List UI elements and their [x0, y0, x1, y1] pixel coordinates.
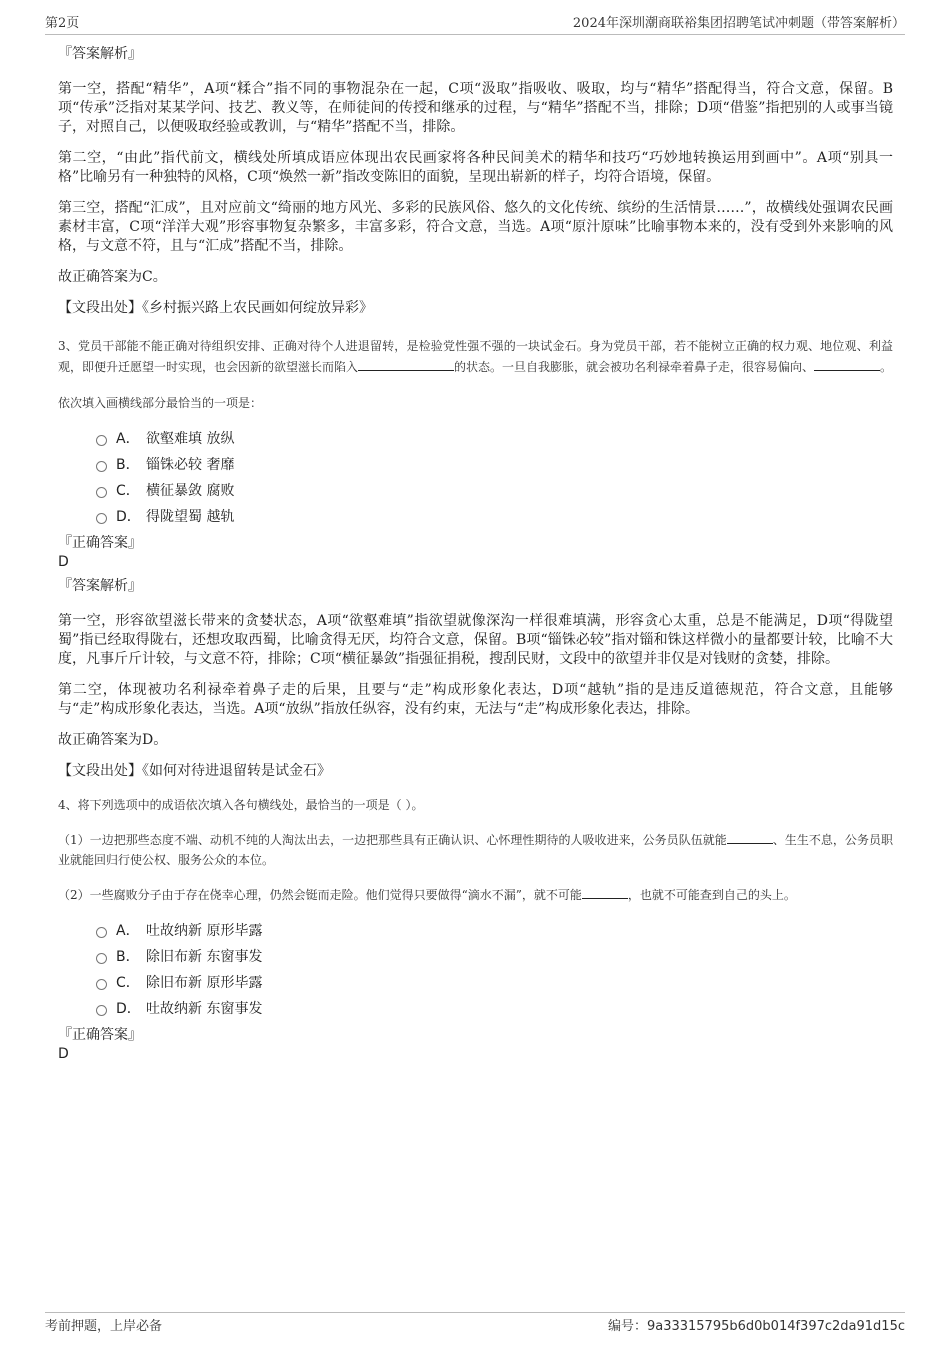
q3-blank-2 — [814, 356, 880, 371]
q4-answer: D — [58, 1046, 69, 1062]
q4-option-b[interactable]: B． 除旧布新 东窗事发 — [96, 943, 893, 969]
page-number: 第2页 — [45, 16, 80, 31]
q2-analysis-label: 『答案解析』 — [58, 46, 142, 62]
radio-icon[interactable] — [96, 979, 107, 990]
q4-sentence-2: （2）一些腐败分子由于存在侥幸心理，仍然会铤而走险。他们觉得只要做得“滴水不漏”，就不可能 ，也就不可能查到自己的头上。 — [58, 884, 893, 905]
radio-icon[interactable] — [96, 953, 107, 964]
q4-blank-2 — [582, 884, 628, 899]
q4-sentence-1: （1）一边把那些态度不端、动机不纯的人淘汰出去，一边把那些具有正确认识、心怀理性期待的人吸收进来，公务员队伍就能 、生生不息，公务员职业就能回归行使公权、服务公众的本位。 — [58, 829, 893, 870]
q4-blank-1 — [727, 829, 773, 844]
q3-analysis-p2: 第二空，体现被功名利禄牵着鼻子走的后果，且要与“走”构成形象化表达，D项“越轨”指的是违反道德规范，符合文意，且能够与“走”构成形象化表达，当选。A项“放纵”指放任纵容，没有约束，无法与“走”构成形象化表达，排除。 — [58, 682, 893, 717]
footer-code-label: 编号： — [607, 1319, 647, 1334]
q4-option-a[interactable]: A． 吐故纳新 原形毕露 — [96, 917, 893, 943]
q3-analysis-label: 『答案解析』 — [58, 578, 142, 594]
q3-answer: D — [58, 554, 69, 570]
footer-code-wrap — [608, 1315, 905, 1334]
q3-option-d[interactable]: D． 得陇望蜀 越轨 — [96, 503, 893, 529]
radio-icon[interactable] — [96, 487, 107, 498]
q2-analysis-p2: 第二空，“由此”指代前文，横线处所填成语应体现出农民画家将各种民间美术的精华和技巧“巧妙地转换运用到画中”。A项“别具一格”比喻另有一种独特的风格，C项“焕然一新”指改变陈旧的面貌，呈现出崭新的样子，均符合语境，保留。 — [58, 150, 893, 185]
q3-option-c[interactable]: C． 横征暴敛 腐败 — [96, 477, 893, 503]
radio-icon[interactable] — [96, 927, 107, 938]
q3-option-a[interactable]: A． 欲壑难填 放纵 — [96, 425, 893, 451]
page-content — [58, 44, 893, 1064]
q4-answer-label: 『正确答案』 — [58, 1027, 142, 1043]
radio-icon[interactable] — [96, 1005, 107, 1016]
q2-analysis-p1: 第一空，搭配“精华”，A项“糅合”指不同的事物混杂在一起，C项“汲取”指吸收、吸取，均与“精华”搭配得当，符合文意，保留。B项“传承”泛指对某某学问、技艺、教义等，在师徒间的传授和继承的过程，与“精华”搭配不当，排除；D项“借鉴”指把别的人或事当镜子，对照自己，以便吸取经验或教训，与“精华”搭配不当，排除。 — [58, 81, 893, 135]
q3-options — [96, 425, 893, 529]
radio-icon[interactable] — [96, 435, 107, 446]
footer-code: 9a33315795b6d0b014f397c2da91d15c — [646, 1319, 905, 1334]
q3-blank-1 — [358, 356, 454, 371]
q3-stem-a: 3、党员干部能不能正确对待组织安排、正确对待个人进退留转，是检验党性强不强的一块试金石。身为党员干部，若不能树立正确的权力观、地位观、利益观，即便升迁愿望一时实现，也会因新的欲望滋长而陷入 — [58, 339, 893, 374]
page-footer — [45, 1312, 905, 1334]
q3-source: 【文段出处】《如何对待进退留转是试金石》 — [58, 763, 331, 779]
q2-analysis-p3: 第三空，搭配“汇成”，且对应前文“绮丽的地方风光、多彩的民族风俗、悠久的文化传统、缤纷的生活情景……”，故横线处强调农民画素材丰富，C项“洋洋大观”形容事物复杂繁多，丰富多彩，符合文意，当选。A项“原汁原味”比喻事物本来的，没有受到外来影响的风格，与文意不符，且与“汇成”搭配不当，排除。 — [58, 200, 893, 254]
q3-analysis-p1: 第一空，形容欲望滋长带来的贪婪状态，A项“欲壑难填”指欲望就像深沟一样很难填满，形容贪心太重，总是不能满足，D项“得陇望蜀”指已经取得陇右，还想攻取西蜀，比喻贪得无厌，均符合文意，保留。B项“锱铢必较”指对锱和铢这样微小的量都要计较，比喻不大度，凡事斤斤计较，与文意不符，排除；C项“横征暴敛”指强征捐税，搜刮民财，文段中的欲望并非仅是对钱财的贪婪，排除。 — [58, 613, 893, 667]
q4-options — [96, 917, 893, 1021]
q2-conclusion: 故正确答案为C。 — [58, 269, 167, 285]
q3-conclusion: 故正确答案为D。 — [58, 732, 168, 748]
q3-stem-b: 的状态。一旦自我膨胀，就会被功名利禄牵着鼻子走，很容易偏向、 — [454, 360, 815, 374]
q2-source: 【文段出处】《乡村振兴路上农民画如何绽放异彩》 — [58, 300, 373, 316]
q4-option-c[interactable]: C． 除旧布新 原形毕露 — [96, 969, 893, 995]
document-title: 2024年深圳潮商联裕集团招聘笔试冲刺题（带答案解析） — [572, 16, 905, 31]
page-header — [45, 12, 905, 35]
radio-icon[interactable] — [96, 461, 107, 472]
q3-answer-label: 『正确答案』 — [58, 535, 142, 551]
q4-stem: 4、将下列选项中的成语依次填入各句横线处，最恰当的一项是（ ）。 — [58, 798, 424, 812]
q3-stem — [58, 336, 893, 377]
q3-option-b[interactable]: B． 锱铢必较 奢靡 — [96, 451, 893, 477]
radio-icon[interactable] — [96, 513, 107, 524]
footer-slogan: 考前押题，上岸必备 — [45, 1319, 163, 1334]
q3-stem-c: 。 — [880, 360, 893, 374]
q3-prompt: 依次填入画横线部分最恰当的一项是： — [58, 396, 263, 410]
q4-option-d[interactable]: D． 吐故纳新 东窗事发 — [96, 995, 893, 1021]
